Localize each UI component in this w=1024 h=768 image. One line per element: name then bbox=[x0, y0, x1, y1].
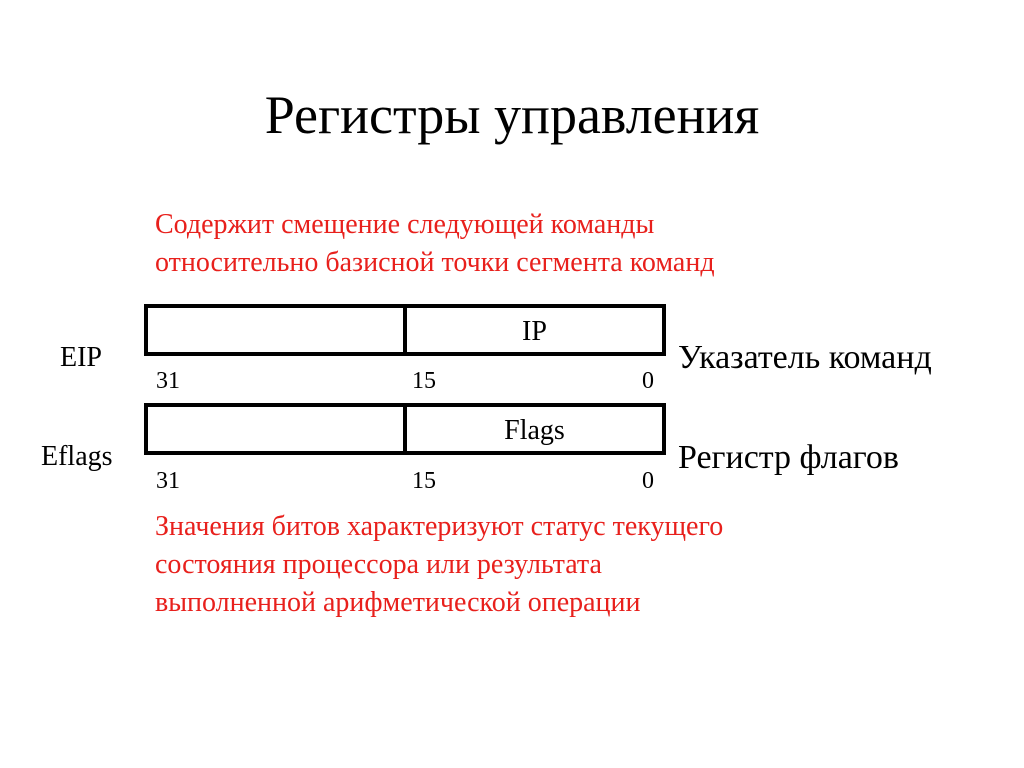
flags-note-line: Значения битов характеризуют статус текущего bbox=[155, 511, 724, 542]
eflags-bit-0: 0 bbox=[642, 468, 654, 494]
eip-bit-15: 15 bbox=[412, 368, 436, 394]
eflags-register-field-label: Flags bbox=[504, 415, 565, 446]
eip-register-field-label: IP bbox=[522, 316, 547, 347]
eip-register-name: EIP bbox=[60, 342, 102, 373]
eip-register-box bbox=[144, 304, 666, 356]
ip-note bbox=[155, 206, 715, 282]
eflags-bit-15: 15 bbox=[412, 468, 436, 494]
eflags-bit-31: 31 bbox=[156, 468, 180, 494]
flags-note-line: состояния процессора или результата bbox=[155, 549, 602, 580]
eflags-register-name: Eflags bbox=[41, 441, 113, 472]
eip-bit-31: 31 bbox=[156, 368, 180, 394]
flags-note-line: выполненной арифметической операции bbox=[155, 587, 641, 618]
ip-note-line: Содержит смещение следующей команды bbox=[155, 209, 655, 240]
eip-bit-0: 0 bbox=[642, 368, 654, 394]
eflags-register-description: Регистр флагов bbox=[678, 439, 899, 476]
eflags-register-box bbox=[144, 403, 666, 455]
slide-title: Регистры управления bbox=[264, 85, 760, 145]
ip-note-line: относительно базисной точки сегмента команд bbox=[155, 247, 715, 278]
flags-note bbox=[155, 508, 723, 622]
eip-register-description: Указатель команд bbox=[678, 339, 932, 376]
